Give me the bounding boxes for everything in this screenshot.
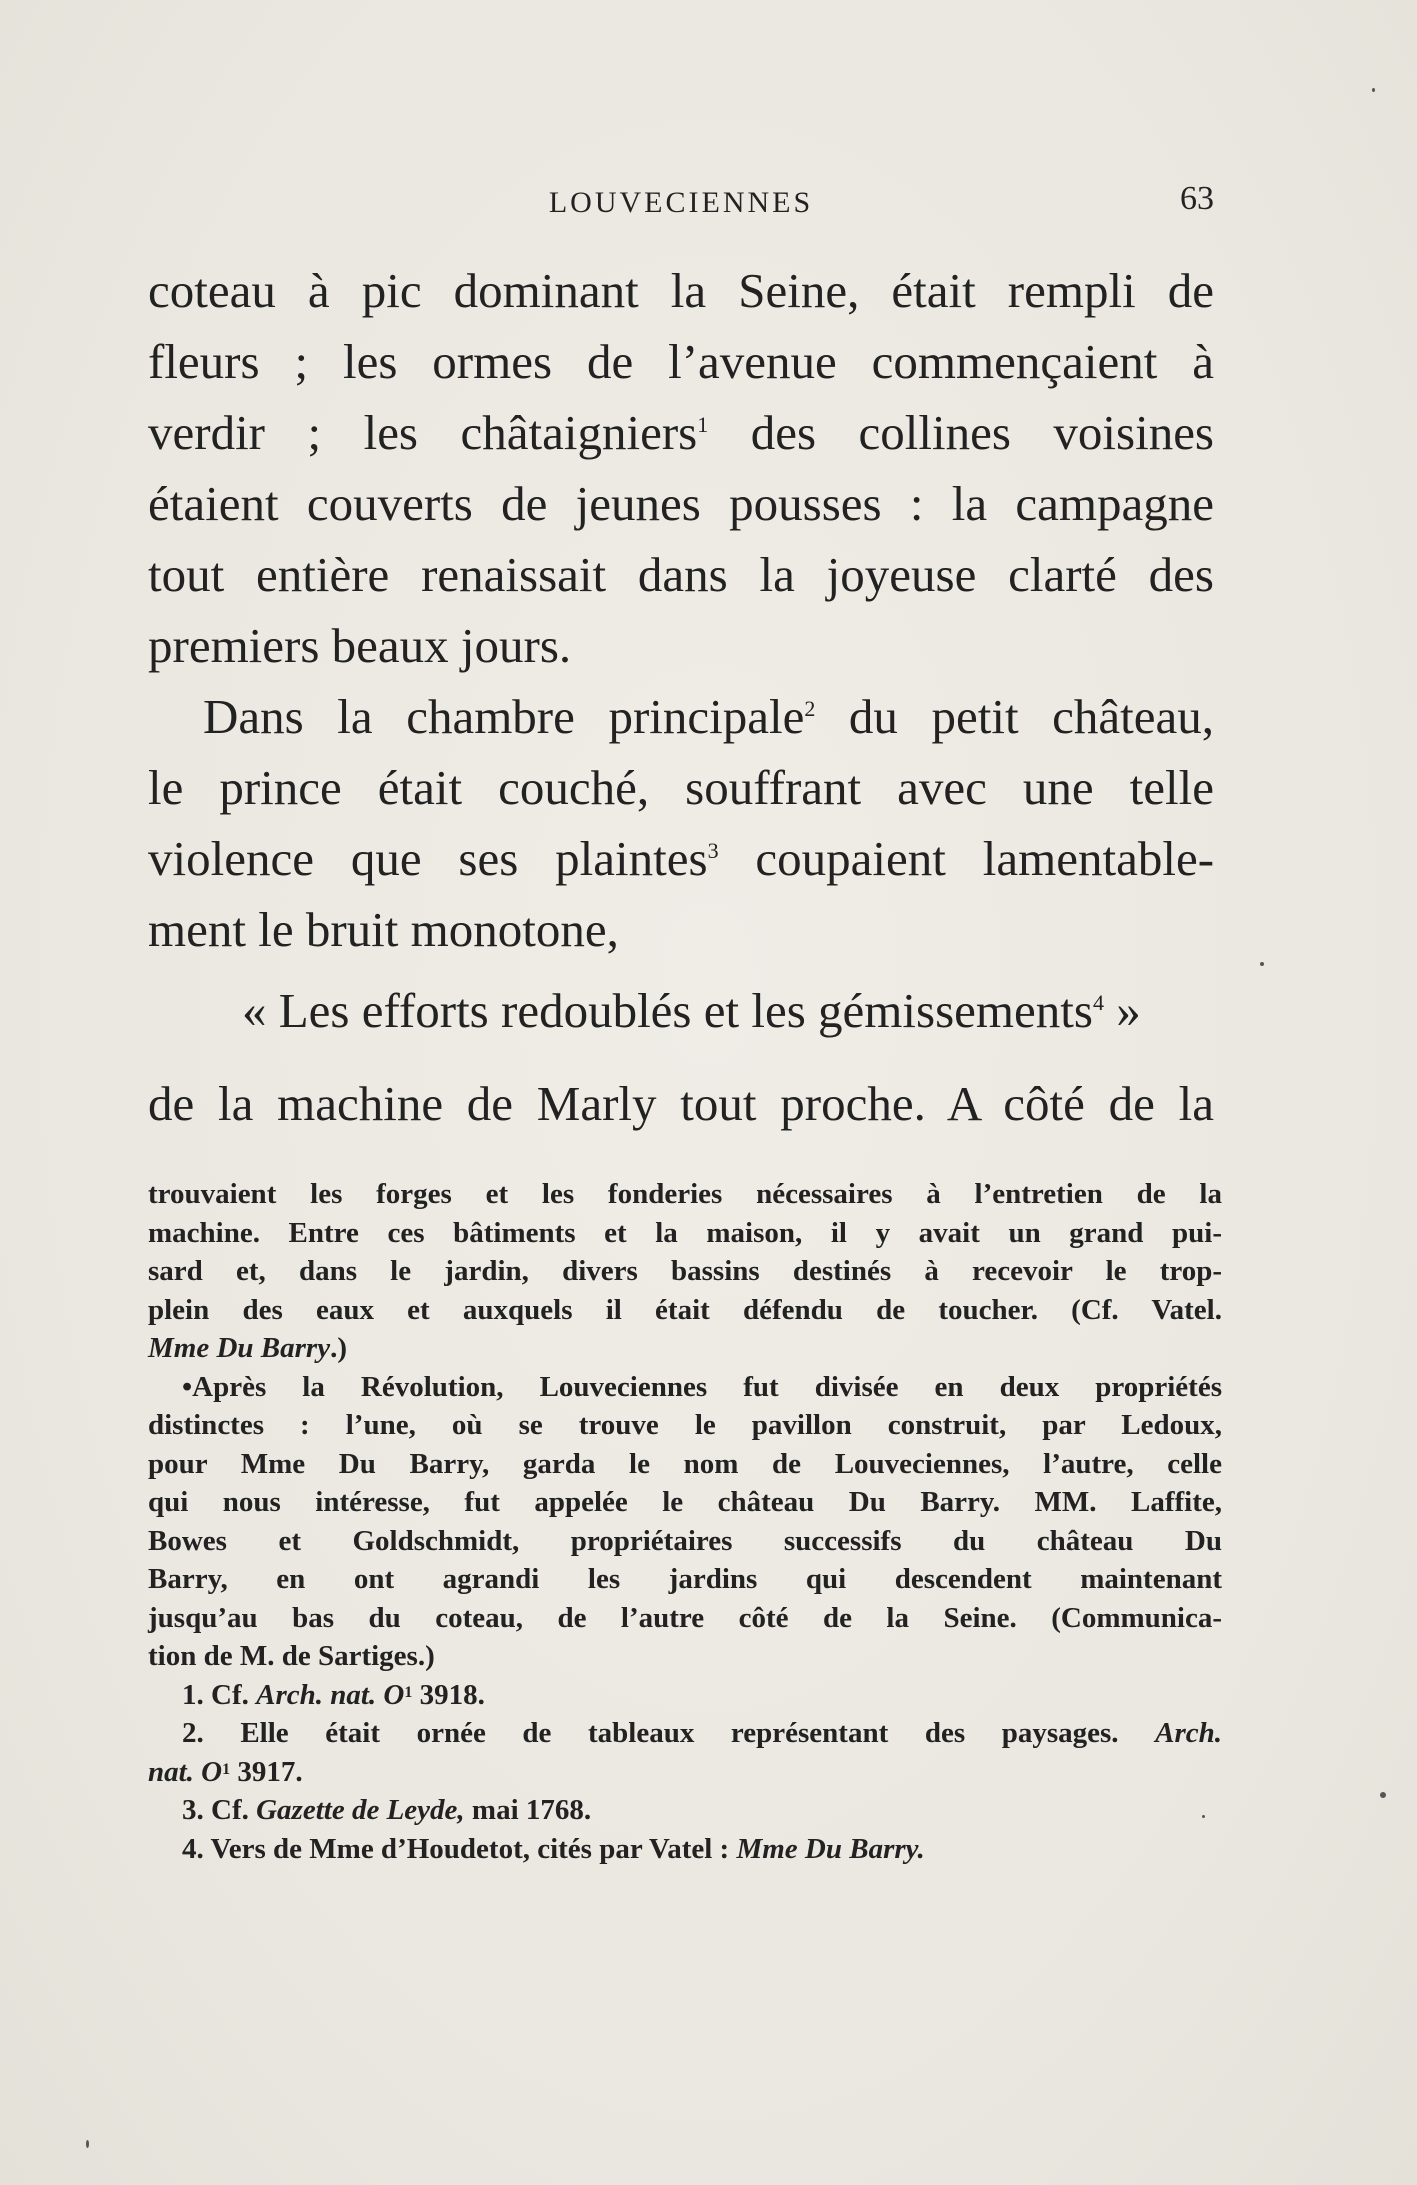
running-head [148, 180, 1214, 230]
body-line: coteau à pic dominant la Seine, était rempli de [148, 263, 1214, 318]
note-line: •Après la Révolution, Louveciennes fut divisée en deux propriétés [182, 1370, 1222, 1403]
paper-speck [1372, 88, 1375, 92]
body-line-text: du petit château, [848, 689, 1214, 744]
body-line: tout entière renaissait dans la joyeuse clarté des [148, 547, 1214, 602]
note-sup: 1 [222, 1760, 231, 1778]
body-line: étaient couverts de jeunes pousses : la campagne [148, 476, 1214, 531]
footnote-4 [148, 1830, 1222, 1869]
footnotes [148, 1175, 1222, 1868]
note-text: 3917. [230, 1755, 303, 1788]
note-line: qui nous intéresse, fut appelée le château Du Barry. MM. Laffite, [148, 1486, 1222, 1518]
note-line: distinctes : l’une, où se trouve le pavillon construit, par Ledoux, [148, 1409, 1222, 1441]
body-line: fleurs ; les ormes de l’avenue commençaient à [148, 334, 1214, 389]
paper-speck [86, 2140, 89, 2148]
footnote-1 [148, 1676, 1222, 1715]
note-text: 3918. [412, 1678, 485, 1711]
note-text: 1. Cf. [182, 1678, 249, 1711]
note-line: Barry, en ont agrandi les jardins qui descendent maintenant [148, 1563, 1222, 1595]
footnote-marker: 3 [707, 838, 719, 863]
note-line: plein des eaux et auxquels il était défendu de toucher. (Cf. Vatel. [148, 1293, 1222, 1326]
note-text: 3. Cf. [182, 1794, 249, 1826]
body-line-text: Dans la chambre principale [203, 689, 805, 744]
body-line [148, 823, 1214, 894]
note-text: 4. Vers de Mme d’Houdetot, cités par Vatel : [182, 1832, 730, 1865]
note-line: machine. Entre ces bâtiments et la maison, il y avait un grand pui- [148, 1216, 1222, 1249]
note-line: tion de M. de Sartiges.) [148, 1640, 435, 1672]
body-line [148, 681, 1214, 752]
body-line-text: coupaient lamentable- [755, 831, 1215, 886]
note-text: 2. Elle était ornée de tableaux représentant des paysages. [182, 1717, 1119, 1749]
body-line: de la machine de Marly tout proche. A côté de la [148, 1076, 1214, 1131]
note-line: trouvaient les forges et les fonderies nécessaires à l’entretien de la [148, 1178, 1222, 1210]
note-line: Bowes et Goldschmidt, propriétaires successifs du château Du [148, 1524, 1222, 1557]
note-text: mai 1768. [464, 1794, 592, 1826]
body-line-text: violence que ses plaintes [148, 831, 708, 886]
body-line-text: des collines voisines [750, 405, 1215, 460]
body-line: le prince était couché, souffrant avec une telle [148, 760, 1214, 815]
note-line [148, 1329, 1222, 1368]
note-sup: 1 [404, 1683, 413, 1701]
paper-speck [1380, 1792, 1386, 1798]
note-line: sard et, dans le jardin, divers bassins destinés à recevoir le trop- [148, 1255, 1222, 1287]
body-text [148, 255, 1214, 1139]
footnote-marker: 4 [1092, 990, 1104, 1015]
note-italic: Mme Du Barry. [736, 1832, 925, 1865]
verse-close: » [1116, 983, 1141, 1038]
footnote-2 [148, 1714, 1222, 1753]
paper-speck [1260, 962, 1264, 966]
note-line: pour Mme Du Barry, garda le nom de Louveciennes, l’autre, celle [148, 1447, 1222, 1480]
note-italic: Arch. [1155, 1717, 1222, 1749]
verse-text: « Les efforts redoublés et les gémissements [242, 983, 1093, 1038]
note-text: .) [330, 1332, 347, 1364]
note-italic: Mme Du Barry [148, 1332, 331, 1364]
note-line: jusqu’au bas du coteau, de l’autre côté de la Seine. (Communica- [148, 1601, 1222, 1634]
footnote-2-cont [148, 1753, 1222, 1792]
body-line: premiers beaux jours. [148, 618, 572, 673]
note-italic: Gazette de Leyde, [256, 1794, 465, 1826]
verse-quote [148, 975, 1214, 1046]
paper-speck [1202, 1815, 1205, 1818]
footnote-marker: 2 [804, 696, 816, 721]
note-italic: Arch. nat. O [256, 1678, 405, 1711]
footnote-marker: 1 [697, 412, 709, 437]
note-italic: nat. O [148, 1755, 223, 1788]
running-title: LOUVECIENNES [548, 186, 814, 219]
body-line: ment le bruit monotone, [148, 902, 619, 957]
body-line [148, 397, 1214, 468]
footnote-3 [148, 1791, 1222, 1830]
body-line-text: verdir ; les châtaigniers [148, 405, 698, 460]
page-number: 63 [1180, 180, 1214, 217]
